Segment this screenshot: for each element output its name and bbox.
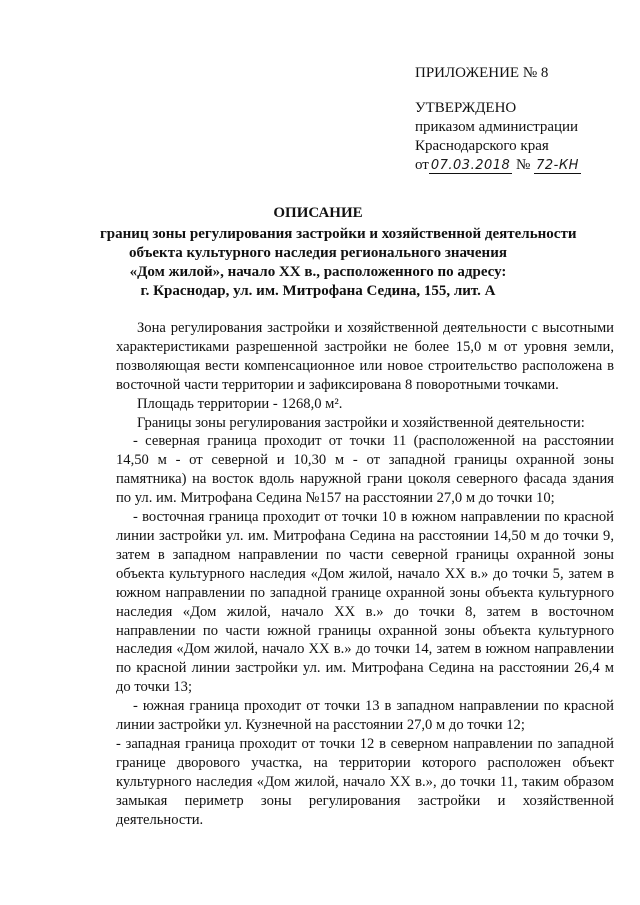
number-prefix: № bbox=[516, 157, 531, 173]
document-body bbox=[116, 319, 614, 829]
appendix-label: ПРИЛОЖЕНИЕ № 8 bbox=[415, 65, 549, 81]
paragraph-area: Площадь территории - 1268,0 м². bbox=[137, 395, 343, 412]
order-line-1: приказом администрации bbox=[415, 119, 579, 135]
handwritten-number: 72-КН bbox=[536, 158, 579, 173]
approved-label: УТВЕРЖДЕНО bbox=[415, 100, 517, 116]
title-line-2: границ зоны регулирования застройки и хозяйственной деятельности bbox=[100, 226, 577, 242]
title-line-5: г. Краснодар, ул. им. Митрофана Седина, 155, лит. А bbox=[140, 283, 496, 299]
paragraph-west-boundary: - западная граница проходит от точки 12 в северном направлении по западной границе дворового участка, на территории которого расположен объект культурного наследия «Дом жилой, начало XX в.», до точки 11, таким образом замыкая периметр зоны регулирования застройки и хозяйственной деятельности. bbox=[116, 735, 614, 828]
order-date-line bbox=[415, 155, 581, 176]
paragraph-north-boundary: - северная граница проходит от точки 11 (расположенной на расстоянии 14,50 м - от северной и 10,30 м - от западной границы охранной зоны памятника) на восток вдоль наружной грани цоколя северного фасада здания по ул. им. Митрофана Седина №157 на расстоянии 27,0 м до точки 10; bbox=[116, 433, 614, 507]
paragraph-boundaries-intro: Границы зоны регулирования застройки и хозяйственной деятельности: bbox=[137, 414, 585, 431]
document-title: ОПИСАНИЕ bbox=[273, 205, 363, 221]
title-line-3: объекта культурного наследия регионального значения bbox=[129, 245, 507, 261]
paragraph-south-boundary: - южная граница проходит от точки 13 в западном направлении по красной линии застройки ул. Кузнечной на расстоянии 27,0 м до точки 12; bbox=[116, 698, 614, 734]
paragraph-zone-description: Зона регулирования застройки и хозяйственной деятельности с высотными характеристиками разрешенной застройки не более 15,0 м от уровня земли, позволяющая вести компенсационное или новое строительство расположена в восточной части территории и зафиксирована 8 поворотными точками. bbox=[116, 320, 614, 393]
title-line-4: «Дом жилой», начало XX в., расположенного по адресу: bbox=[129, 264, 507, 280]
handwritten-date: 07.03.2018 bbox=[430, 158, 511, 173]
date-prefix: от bbox=[415, 157, 429, 173]
paragraph-east-boundary: - восточная граница проходит от точки 10 в южном направлении по красной линии застройки ул. им. Митрофана Седина на расстоянии 14,50 м до точки 9, затем в западном направлении по части северной границы охранной зоны объекта культурного наследия «Дом жилой, начало XX в.» до точки 5, затем в южном направлении по западной границе охранной зоны объекта культурного наследия «Дом жилой, начало XX в.» до точки 8, затем в восточном направлении по части южной границы охранной зоны объекта культурного наследия «Дом жилой, начало XX в.» до точки 14, затем в южном направлении по красной линии застройки ул. им. Митрофана Седина на расстоянии 26,4 м до точки 13; bbox=[116, 509, 614, 696]
order-line-2: Краснодарского края bbox=[415, 138, 549, 154]
